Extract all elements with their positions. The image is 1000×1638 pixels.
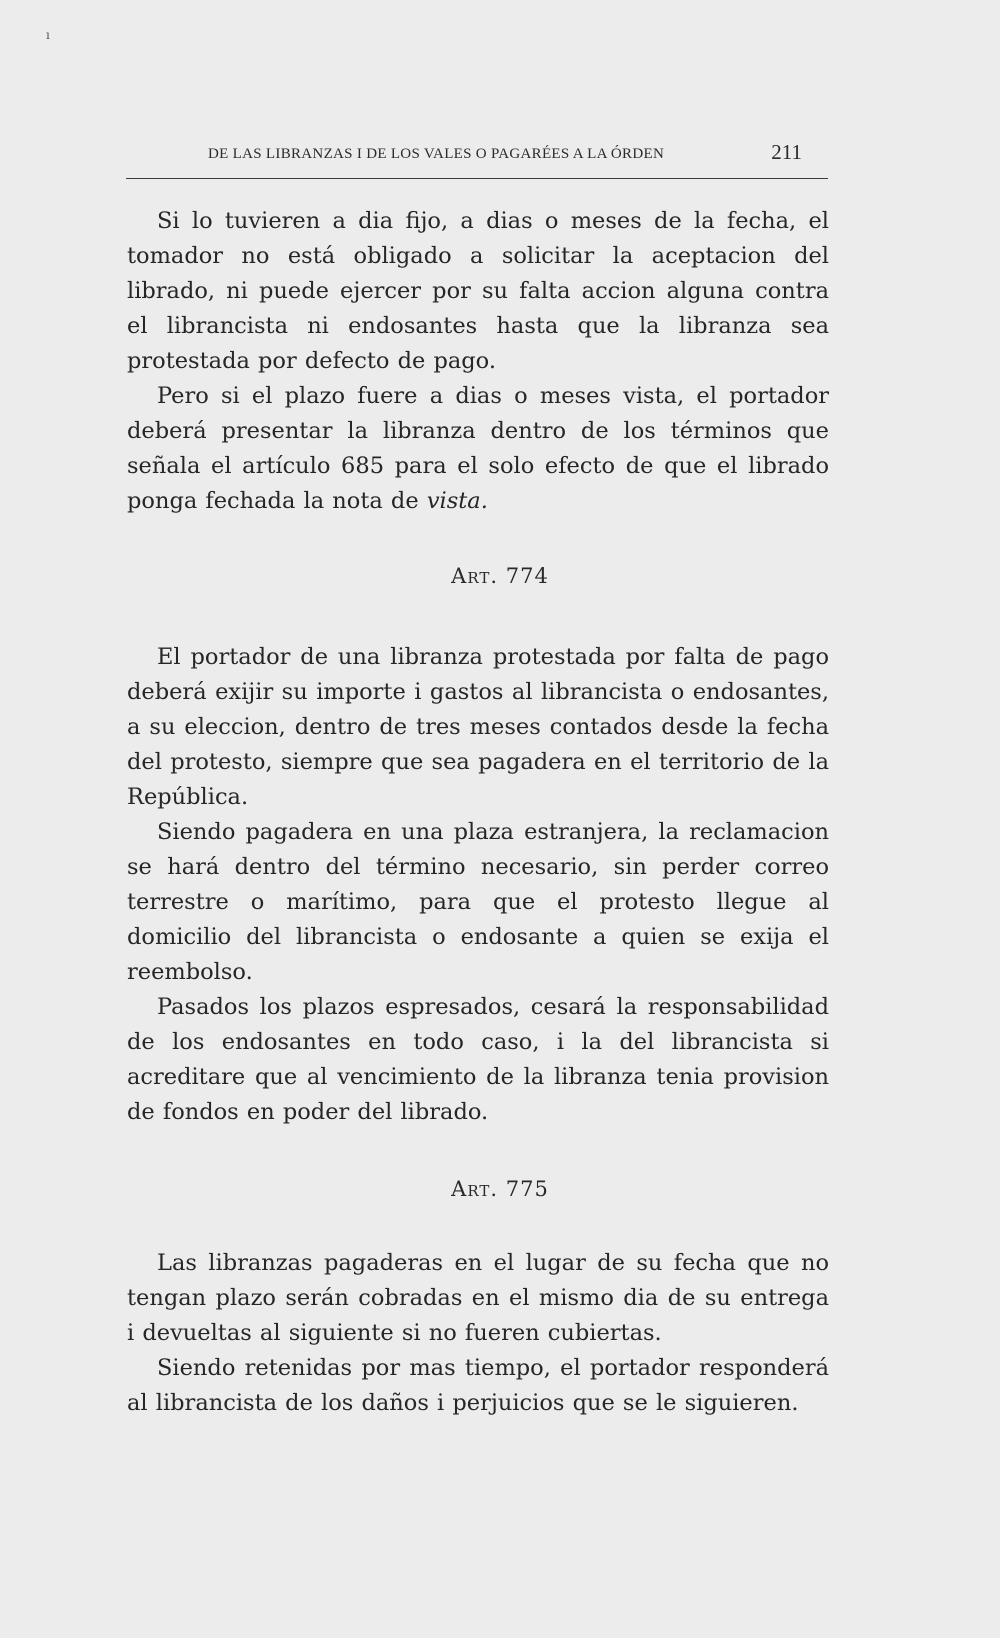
paragraph: Las libranzas pagaderas en el lugar de su fecha que no tengan plazo serán cobradas en el mismo dia de su entrega i devueltas al siguiente si no fueren cubiertas. (127, 1250, 829, 1346)
paragraph: Pasados los plazos espresados, cesará la responsabilidad de los endosantes en todo caso, i la del librancista si acreditare que al vencimiento de la libranza tenia provision de fondos en poder del librado. (127, 994, 829, 1125)
running-header-title: DE LAS LIBRANZAS I DE LOS VALES O PAGARÉES A LA ÓRDEN (208, 146, 665, 162)
paragraph: El portador de una libranza protestada por falta de pago deberá exijir su importe i gastos al librancista o endosantes, a su eleccion, dentro de tres meses contados desde la fecha del protesto, siempre que sea pagadera en el territorio de la República. (127, 644, 829, 810)
text-block-article-775 (127, 1246, 829, 1421)
running-header (126, 140, 826, 170)
article-heading-774: Art. 774 (451, 564, 549, 588)
paragraph: Siendo retenidas por mas tiempo, el portador responderá al librancista de los daños i perjuicios que se le siguieren. (127, 1355, 829, 1416)
paragraph (127, 379, 829, 519)
text-block-article-774 (127, 640, 829, 1130)
article-heading-775: Art. 775 (451, 1177, 549, 1201)
text-block-continuation (127, 204, 829, 519)
page-number: 211 (771, 140, 802, 164)
paragraph: Si lo tuvieren a dia fijo, a dias o meses de la fecha, el tomador no está obligado a solicitar la aceptacion del librado, ni puede ejercer por su falta accion alguna contra el librancista ni endosantes hasta que la libranza sea protestada por defecto de pago. (127, 208, 829, 374)
paragraph: Siendo pagadera en una plaza estranjera, la reclamacion se hará dentro del término necesario, sin perder correo terrestre o marítimo, para que el protesto llegue al domicilio del librancista o endosante a quien se exija el reembolso. (127, 819, 829, 985)
italic-term: vista. (426, 488, 488, 514)
header-rule (126, 178, 828, 179)
stray-mark: ı (46, 28, 50, 42)
paragraph-text: Pero si el plazo fuere a dias o meses vista, el portador deberá presentar la libranza dentro de los términos que señala el artículo 685 para el solo efecto de que el librado ponga fechada la nota de (127, 383, 829, 514)
